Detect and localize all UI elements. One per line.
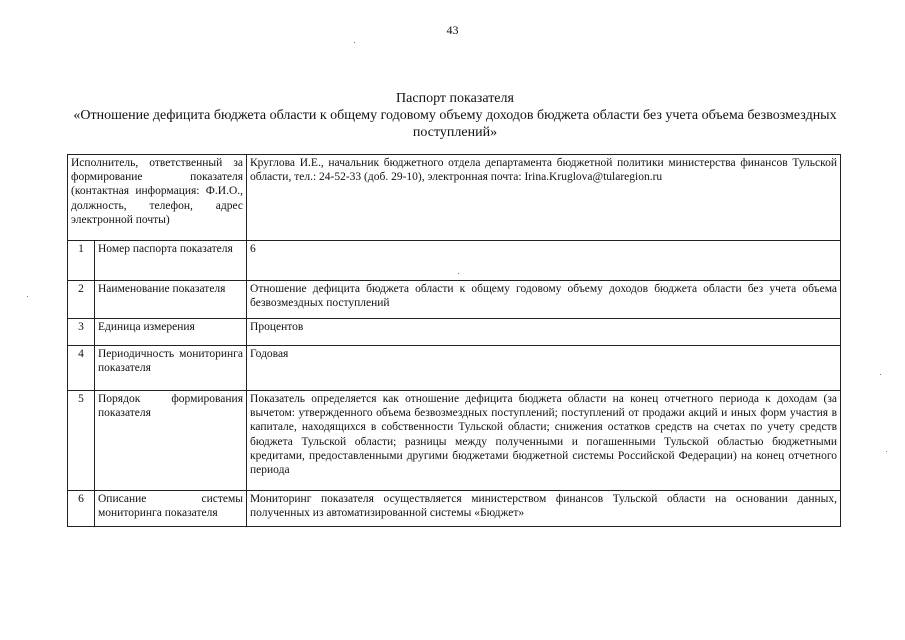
- scan-speck: [886, 451, 887, 452]
- scan-speck: [880, 374, 881, 375]
- row-label: Порядок формирования показателя: [95, 391, 247, 491]
- contact-value: Круглова И.Е., начальник бюджетного отдела департамента бюджетной политики министерства финансов Тульской области, тел.: 24-52-33 (доб. 29-10), электронная почта: Irina.Kruglova@tularegion.ru: [247, 155, 841, 241]
- scan-speck: [458, 273, 459, 274]
- table-row: [68, 241, 841, 281]
- table-row: [68, 491, 841, 527]
- row-number: 6: [68, 491, 95, 527]
- table-row: [68, 281, 841, 319]
- row-value: Процентов: [247, 319, 841, 346]
- table-row: [68, 391, 841, 491]
- row-value: 6: [247, 241, 841, 281]
- table-row-contact: [68, 155, 841, 241]
- row-value: Годовая: [247, 346, 841, 391]
- row-label: Периодичность мониторинга показателя: [95, 346, 247, 391]
- contact-label: Исполнитель, ответственный за формирование показателя (контактная информация: Ф.И.О., должность, телефон, адрес электронной почты): [68, 155, 247, 241]
- row-number: 4: [68, 346, 95, 391]
- title-indicator-name: «Отношение дефицита бюджета области к общему годовому объему доходов бюджета области без учета объема безвозмездных поступлений»: [73, 108, 837, 140]
- table-row: [68, 346, 841, 391]
- row-number: 5: [68, 391, 95, 491]
- document-title: [70, 90, 840, 141]
- scan-speck: [354, 42, 355, 43]
- row-label: Наименование показателя: [95, 281, 247, 319]
- row-value: Показатель определяется как отношение дефицита бюджета области на конец отчетного периода к доходам (за вычетом: утвержденного объема безвозмездных поступлений; поступлений от продажи акций и иных форм участия в капитале, находящихся в собственности Тульской области; снижения остатков средств на счетах по учету средств бюджета Тульской области; разницы между полученными и погашенными Тульской областью бюджетными кредитами, предоставленными другими бюджетами бюджетной системы Российской Федерации) на конец отчетного периода: [247, 391, 841, 491]
- row-value: Мониторинг показателя осуществляется министерством финансов Тульской области на основании данных, полученных из автоматизированной системы «Бюджет»: [247, 491, 841, 527]
- row-number: 1: [68, 241, 95, 281]
- row-number: 3: [68, 319, 95, 346]
- page-number: 43: [446, 23, 459, 37]
- row-label: Номер паспорта показателя: [95, 241, 247, 281]
- row-label: Описание системы мониторинга показателя: [95, 491, 247, 527]
- indicator-passport-table: [67, 154, 841, 527]
- row-label: Единица измерения: [95, 319, 247, 346]
- row-number: 2: [68, 281, 95, 319]
- table-row: [68, 319, 841, 346]
- scan-speck: [27, 296, 28, 297]
- row-value: Отношение дефицита бюджета области к общему годовому объему доходов бюджета области без учета объема безвозмездных поступлений: [247, 281, 841, 319]
- title-heading: Паспорт показателя: [396, 91, 514, 106]
